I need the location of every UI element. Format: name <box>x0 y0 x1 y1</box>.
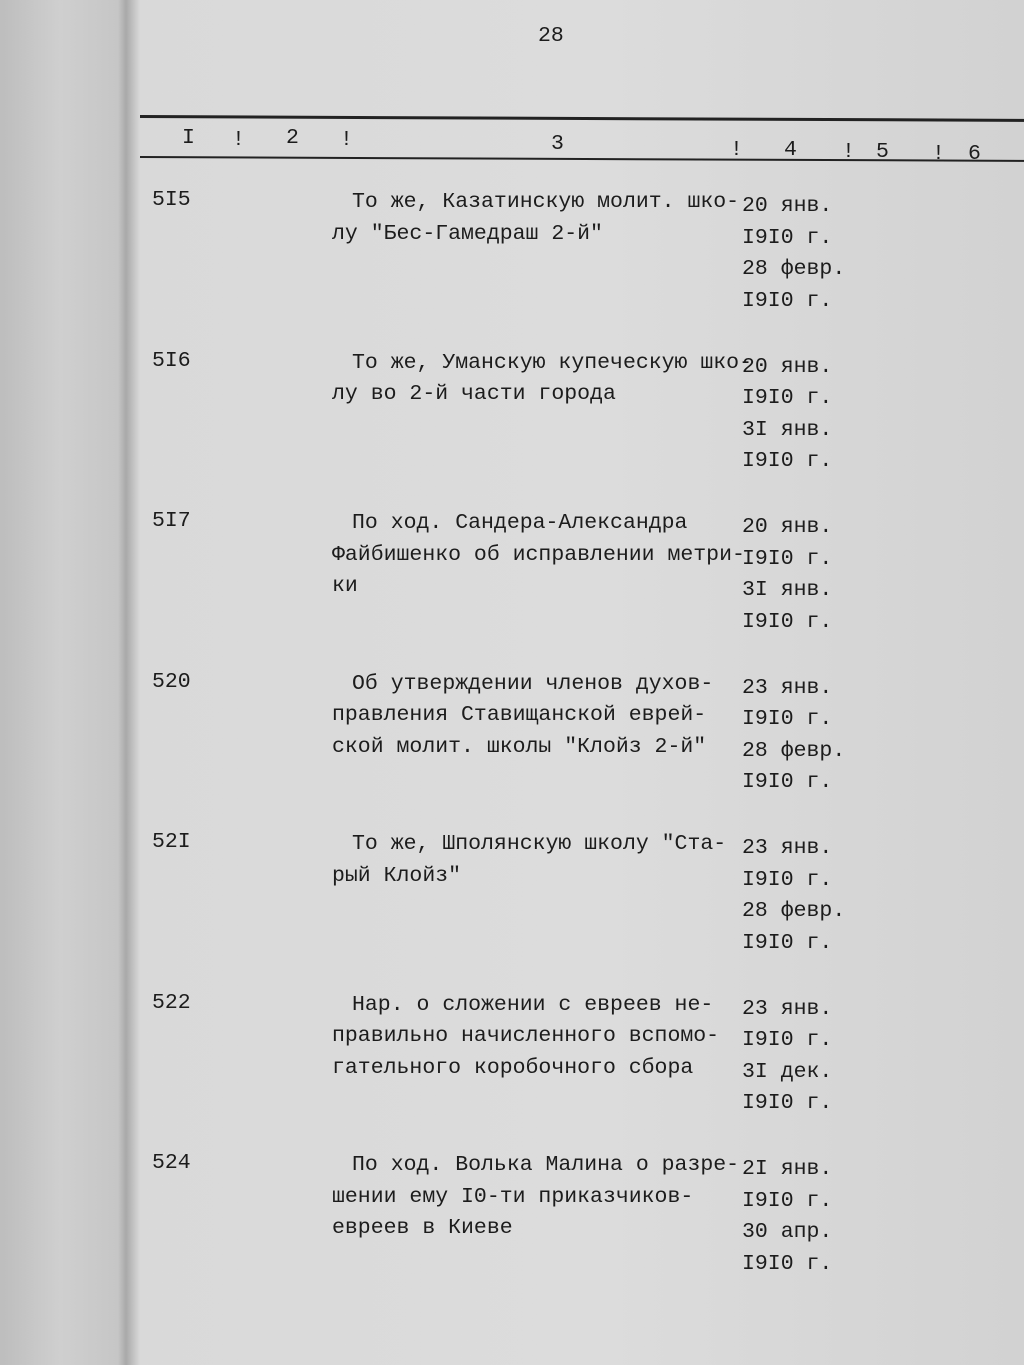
column-header-6: 6 <box>968 142 981 166</box>
entry-dates <box>742 1159 832 1285</box>
date-line: 20 янв. <box>742 194 833 218</box>
date-line: I9I0 г. <box>742 1188 833 1213</box>
entry-description <box>332 671 714 769</box>
entry-number: 524 <box>152 1151 191 1175</box>
entry-description <box>332 992 720 1090</box>
date-line: 2I янв. <box>742 1157 833 1181</box>
description-line: евреев в Киеве <box>332 1216 513 1240</box>
date-line: I9I0 г. <box>742 930 833 955</box>
column-separator: ! <box>932 142 945 166</box>
column-separator: ! <box>730 138 743 162</box>
description-line: То же, Уманскую купеческую шко- <box>352 350 752 375</box>
entry-dates <box>742 196 845 322</box>
description-line: Файбишенко об исправлении метри- <box>332 542 745 567</box>
table-row <box>0 990 1024 1123</box>
column-header-2: 2 <box>286 126 299 150</box>
date-line: I9I0 г. <box>742 1251 833 1276</box>
date-line: 3I янв. <box>742 578 833 602</box>
header-bottom-rule <box>140 156 1024 162</box>
column-header-4: 4 <box>784 138 797 162</box>
entry-number: 522 <box>152 990 191 1015</box>
description-line: шении ему I0-ти приказчиков- <box>332 1184 694 1209</box>
date-line: 28 февр. <box>742 257 846 281</box>
description-line: лу "Бес-Гамедраш 2-й" <box>332 221 603 246</box>
entry-number: 5I5 <box>152 188 191 212</box>
date-line: 28 февр. <box>742 738 846 763</box>
entry-dates <box>742 675 846 804</box>
description-line: гательного коробочного сбора <box>332 1055 694 1080</box>
column-header-5: 5 <box>876 140 889 164</box>
table-row <box>0 669 1024 802</box>
entry-number: 52I <box>152 830 191 854</box>
date-line: 20 янв. <box>742 354 833 379</box>
table-row <box>0 832 1024 962</box>
column-header-1: I <box>182 126 195 150</box>
table-row <box>0 511 1024 641</box>
entry-number: 5I6 <box>152 348 191 373</box>
description-line: лу во 2-й части города <box>332 382 616 406</box>
description-line: Нар. о сложении с евреев не- <box>352 992 714 1017</box>
description-line: То же, Шполянскую школу "Ста- <box>352 832 727 856</box>
date-line: I9I0 г. <box>742 770 833 794</box>
description-line: Об утверждении членов духов- <box>352 671 714 696</box>
date-line: I9I0 г. <box>742 449 833 473</box>
date-line: 3I дек. <box>742 1059 833 1084</box>
date-line: I9I0 г. <box>742 707 833 731</box>
date-line: 3I янв. <box>742 417 833 442</box>
entry-description <box>332 350 752 416</box>
column-separator: ! <box>232 128 245 152</box>
description-line: ки <box>332 574 358 598</box>
entry-dates <box>742 838 845 964</box>
date-line: I9I0 г. <box>742 546 833 571</box>
date-line: 30 апр. <box>742 1220 833 1244</box>
entry-description <box>332 192 739 255</box>
entry-description <box>332 513 745 608</box>
date-line: I9I0 г. <box>742 867 833 892</box>
description-line: правильно начисленного вспомо- <box>332 1024 720 1048</box>
description-line: правления Ставищанской еврей- <box>332 703 707 727</box>
date-line: 23 янв. <box>742 996 833 1021</box>
date-line: I9I0 г. <box>742 225 833 250</box>
header-top-rule <box>140 115 1024 122</box>
date-line: I9I0 г. <box>742 288 833 313</box>
entry-dates <box>742 996 833 1125</box>
table-row <box>0 348 1024 481</box>
entry-description <box>332 834 726 897</box>
date-line: I9I0 г. <box>742 1091 833 1115</box>
column-separator: ! <box>340 128 353 152</box>
page-number: 28 <box>538 24 564 48</box>
description-line: По ход. Волька Малина о разре- <box>352 1153 740 1177</box>
date-line: I9I0 г. <box>742 1028 833 1052</box>
date-line: I9I0 г. <box>742 609 833 634</box>
description-line: ской молит. школы "Клойз 2-й" <box>332 734 707 759</box>
table-row <box>0 190 1024 320</box>
entry-number: 520 <box>152 669 191 694</box>
table-row <box>0 1153 1024 1283</box>
column-header-3: 3 <box>551 132 564 156</box>
description-line: То же, Казатинскую молит. шко- <box>352 190 740 214</box>
column-separator: ! <box>842 140 855 164</box>
description-line: рый Клойз" <box>332 863 462 888</box>
date-line: I9I0 г. <box>742 386 833 410</box>
entry-dates <box>742 354 833 483</box>
description-line: По ход. Сандера-Александра <box>352 511 688 535</box>
entry-dates <box>742 517 832 643</box>
date-line: 20 янв. <box>742 515 833 539</box>
entry-description <box>332 1155 739 1250</box>
date-line: 28 февр. <box>742 899 846 923</box>
date-line: 23 янв. <box>742 836 833 860</box>
date-line: 23 янв. <box>742 675 833 700</box>
entry-number: 5I7 <box>152 509 191 533</box>
